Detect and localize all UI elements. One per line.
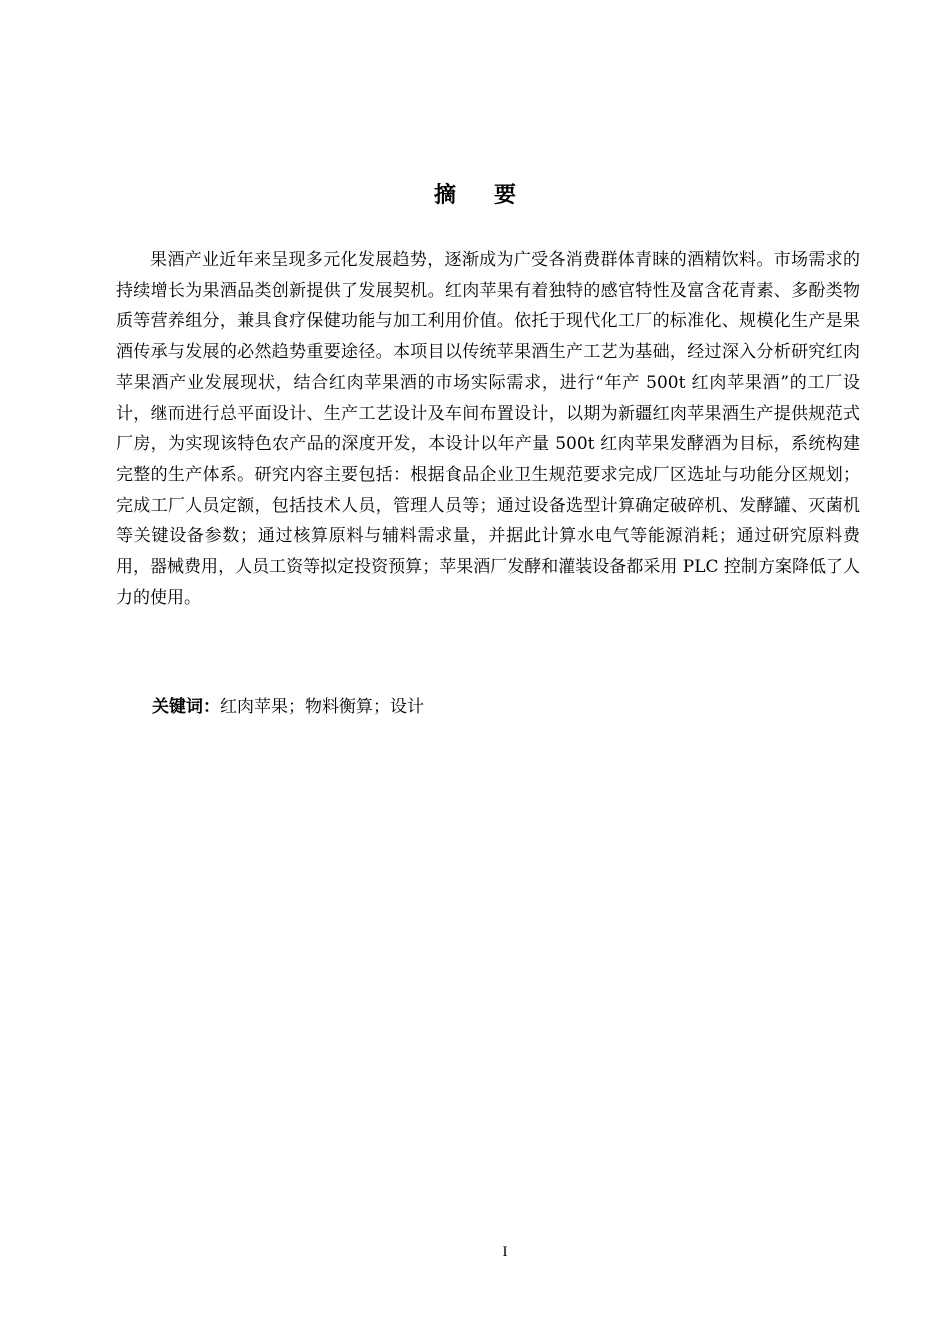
- abstract-title: [0, 178, 950, 209]
- abstract-body: 果酒产业近年来呈现多元化发展趋势，逐渐成为广受各消费群体青睐的酒精饮料。市场需求的持续增长为果酒品类创新提供了发展契机。红肉苹果有着独特的感官特性及富含花青素、多酚类物质等营养组分，兼具食疗保健功能与加工利用价值。依托于现代化工厂的标准化、规模化生产是果酒传承与发展的必然趋势重要途径。本项目以传统苹果酒生产工艺为基础，经过深入分析研究红肉苹果酒产业发展现状，结合红肉苹果酒的市场实际需求，进行“年产 500t 红肉苹果酒”的工厂设计，继而进行总平面设计、生产工艺设计及车间布置设计，以期为新疆红肉苹果酒生产提供规范式厂房，为实现该特色农产品的深度开发，本设计以年产量 500t 红肉苹果发酵酒为目标，系统构建完整的生产体系。研究内容主要包括：根据食品企业卫生规范要求完成厂区选址与功能分区规划；完成工厂人员定额，包括技术人员，管理人员等；通过设备选型计算确定破碎机、发酵罐、灭菌机等关键设备参数；通过核算原料与辅料需求量，并据此计算水电气等能源消耗；通过研究原料费用，器械费用，人员工资等拟定投资预算；苹果酒厂发酵和灌装设备都采用 PLC 控制方案降低了人力的使用。: [116, 250, 860, 608]
- keywords-label: 关键词：: [152, 697, 220, 717]
- page-number: I: [502, 1244, 508, 1260]
- title-char-1: 摘: [433, 183, 456, 208]
- keywords-line: [152, 692, 424, 722]
- title-char-2: 要: [494, 183, 517, 208]
- keywords-value: 红肉苹果；物料衡算；设计: [220, 697, 424, 717]
